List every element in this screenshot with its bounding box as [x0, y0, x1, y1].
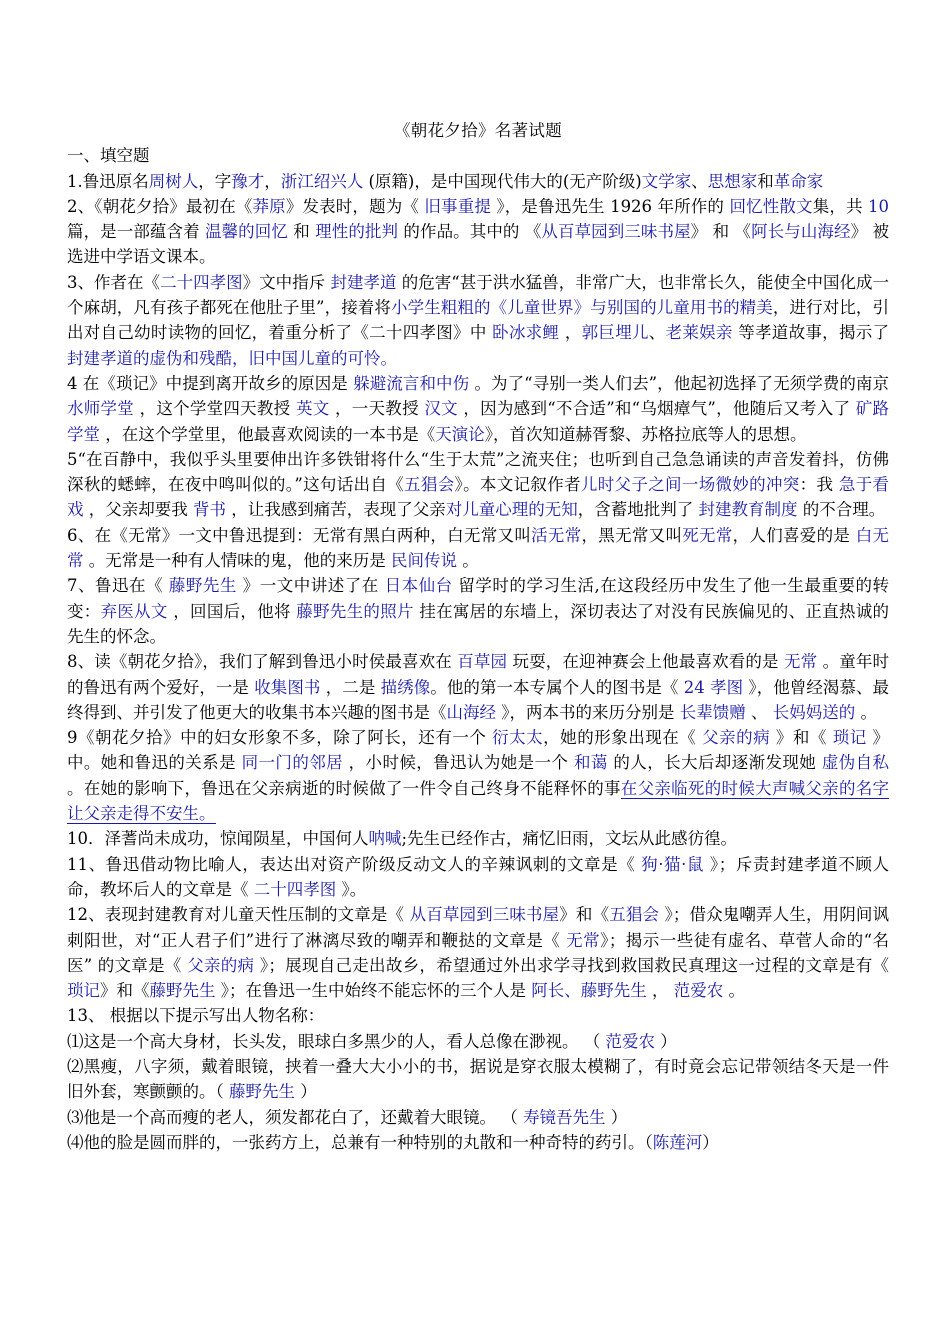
question-text: ，进行对比，引出对自己幼时读物的回忆，着重分析了《二十四孝图》中 [67, 298, 890, 343]
question-text: ⑴这是一个高大身材，长头发，眼球白多黑少的人，看人总像在渺视。 （ [67, 1031, 606, 1051]
answer-text: 卧冰求鲤 [492, 323, 560, 343]
answer-text: 从百草园到三味书屋 [409, 905, 560, 925]
document-page [67, 118, 889, 1155]
answer-text: 革命家 [773, 171, 824, 191]
question-text: ：我 [799, 475, 839, 495]
question-text: 、 [648, 323, 666, 343]
question-text: 2、《朝花夕拾》最初在《 [67, 196, 253, 216]
answer-text: 在父亲临死的时候大声喊父亲的名字让父亲走得不安生。 [67, 778, 889, 824]
answer-text: 弃医从文 [100, 601, 168, 621]
question-text: ，在这个学堂里，他最喜欢阅读的一本书是《 [100, 424, 436, 444]
question-text: ⑶他是一个高而瘦的老人，须发都花白了，还戴着大眼镜。 （ [67, 1107, 523, 1127]
question-text: 6、在《无常》一文中鲁迅提到：无常有黑白两种，白无常又叫 [67, 525, 532, 545]
answer-text: 长辈馈赠 [679, 702, 746, 722]
question-text: 等孝道故事，揭示了 [732, 323, 890, 343]
question-text: 和 [287, 222, 316, 242]
answer-text: 温馨的回忆 [205, 222, 288, 242]
answer-text: 父亲的病 [187, 955, 255, 975]
answer-text: 长妈妈送的 [772, 702, 856, 722]
answer-text: 阿长与山海经 [751, 222, 851, 242]
question-text: 。 [457, 551, 479, 571]
answer-text: 矿路学堂 [67, 399, 890, 444]
question-text: 玩耍，在迎神赛会上他最喜欢看的是 [507, 652, 784, 672]
answer-text: 民间传说 [391, 551, 457, 571]
section-heading: 一、填空题 [67, 146, 150, 166]
question-text: ，她的形象出现在《 [543, 728, 703, 748]
question-9 [67, 725, 889, 826]
answer-text: 急于看戏 [67, 475, 890, 520]
question-text: ，让我感到痛苦，表现了父亲 [226, 500, 446, 520]
answer-text: 五猖会 [609, 905, 660, 925]
answer-text: 藤野先生 [149, 981, 216, 1001]
answer-text: 封建孝道的虚伪和残酷，旧中国儿童的可怜。 [67, 348, 397, 368]
answer-text: 天演论 [435, 424, 485, 444]
answer-text: 旧事重提 [424, 196, 491, 216]
question-text: ，人们喜爱的是 [732, 525, 856, 545]
answer-text: 日本仙台 [384, 576, 453, 596]
question-text: 》一文中讲述了在 [236, 576, 385, 596]
question-text: 、 [745, 702, 773, 722]
answer-text: 二十四孝图 [253, 879, 337, 899]
question-10 [67, 826, 889, 851]
question-text: 、 [691, 171, 708, 191]
answer-text: 老莱娱亲 [665, 323, 733, 343]
answer-text: 从百草园到三味书屋 [541, 222, 691, 242]
answer-text: 范爱农 [605, 1031, 655, 1051]
question-text: 7、鲁迅在《 [67, 576, 169, 596]
question-text: 的作品。其中的 《 [398, 222, 542, 242]
question-text: ⑵黑瘦，八字须，戴着眼镜，挟着一叠大大小小的书，据说是穿衣服太模糊了，有时竟会忘记带领结冬天是一件旧外套，寒颤颤的。（ [67, 1056, 889, 1102]
question-text: 》；在鲁迅一生中始终不能忘怀的三个人是 [215, 981, 532, 1001]
question-text: 》和《 [770, 728, 833, 748]
question-text: 篇，是一部蕴含着 [67, 222, 205, 242]
question-text: 。 [855, 702, 877, 722]
answer-text: 小学生粗粗的《儿童世界》与别国的儿童用书的精美 [391, 298, 773, 318]
question-text: 留学时的学习生活,在这段经历中发生了他一生最重要的转变： [67, 576, 889, 621]
answer-text: 封建教育制度 [698, 500, 798, 520]
question-text: 的人，长大后却逐渐发现她 [607, 753, 822, 773]
answer-text: 寿镜吾先生 [523, 1107, 606, 1127]
answer-text: 豫才 [231, 171, 265, 191]
question-text: ，字 [198, 171, 232, 191]
question-11 [67, 852, 889, 903]
question-text: ，这个学堂四天教授 [134, 399, 296, 419]
answer-text: 郭巨埋儿 [581, 323, 649, 343]
question-8 [67, 649, 889, 725]
answer-text: 呐喊 [368, 829, 402, 849]
answer-text: 浙江绍兴人 [280, 171, 364, 191]
question-text: ） [655, 1031, 677, 1051]
question-text: 挂在寓居的东墙上，深切表达了对没有民族偏见的、正直热诚的先生的怀念。 [67, 601, 890, 646]
question-text: ） [702, 1132, 719, 1152]
question-4 [67, 371, 889, 447]
question-text: 。童年时的鲁迅有两个爱好，一是 [67, 652, 889, 697]
question-text: ，含蓄地批判了 [577, 500, 699, 520]
answer-text: 和蔼 [573, 753, 608, 773]
question-1 [67, 169, 889, 194]
question-text: 》和《 [100, 981, 150, 1001]
question-2 [67, 194, 889, 270]
question-text: 》；借众鬼嘲弄人生，用阴间讽刺阳世，对“正人君子们”进行了淋漓尽致的嘲弄和鞭挞的文章是《 [67, 905, 889, 950]
question-text: 》，两本书的来历分别是 [496, 702, 680, 722]
answer-text: 五猖会 [404, 475, 455, 495]
question-text: 》中。她和鲁迅的关系是 [67, 728, 890, 773]
document-title: 《朝花夕拾》名著试题 [394, 121, 562, 140]
answer-text: 思想家 [707, 171, 758, 191]
answer-text: 描绣像 [380, 677, 431, 697]
question-text: 的不合理。 [797, 500, 886, 520]
answer-text: 封建孝道 [330, 272, 397, 292]
answer-text: 父亲的病 [702, 728, 771, 748]
question-13-item-1 [67, 1029, 889, 1054]
question-text: 3、作者在《 [67, 272, 161, 292]
answer-text: 阿长、藤野先生 [531, 981, 647, 1001]
answer-text: 藤野先生的照片 [296, 601, 414, 621]
answer-text: 水师学堂 [67, 399, 135, 419]
question-text: 》，他曾经渴慕、最终得到、并引发了他更大的收集书本兴趣的图书是《 [67, 677, 890, 722]
answer-text: 白无常 [67, 525, 890, 571]
answer-text: 10 [868, 196, 890, 216]
answer-text: 24 孝图 [683, 677, 744, 697]
question-7 [67, 573, 889, 649]
question-text: ， [264, 171, 281, 191]
question-text: ， [559, 323, 582, 343]
answer-text: 对儿童心理的无知 [445, 500, 578, 520]
question-text: ，回国后，他将 [167, 601, 297, 621]
answer-text: 莽原 [252, 196, 286, 216]
answer-text: 儿时父子之间一场微妙的冲突 [580, 475, 800, 495]
answer-text: 理性的批判 [315, 222, 399, 242]
answer-text: 狗·猫·鼠 [641, 854, 705, 874]
question-text: ⑷他的脸是圆而胖的，一张药方上，总兼有一种特别的丸散和一种奇特的药引。（ [67, 1132, 653, 1152]
question-text: 8、读《朝花夕拾》，我们了解到鲁迅小时侯最喜欢在 [67, 652, 458, 672]
question-text: 。他的第一本专属个人的图书是《 [430, 677, 684, 697]
answer-text: 汉文 [424, 399, 458, 419]
answer-text: 活无常 [531, 525, 582, 545]
question-text: 》。 [336, 879, 367, 899]
question-text: 11、鲁迅借动物比喻人，表达出对资产阶级反动文人的辛辣讽刺的文章是《 [67, 854, 642, 874]
question-text: ，父亲却要我 [83, 500, 193, 520]
question-13-item-4 [67, 1130, 889, 1155]
question-text: ;先生已经作古，痛忆旧雨，文坛从此感彷徨。 [401, 829, 738, 849]
answer-text: 藤野先生 [229, 1082, 295, 1102]
question-3 [67, 270, 889, 371]
question-text: 》文中指斥 [242, 272, 331, 292]
answer-text: 同一门的邻居 [241, 753, 344, 773]
question-6 [67, 523, 889, 574]
question-13-item-2 [67, 1054, 889, 1105]
question-text: 》，首次知道赫胥黎、苏格拉底等人的思想。 [484, 424, 807, 444]
question-text: 。在她的影响下，鲁迅在父亲病逝的时候做了一件令自己终身不能释怀的事 [67, 778, 621, 798]
question-text: 》；揭示一些徒有虚名、草菅人命的“名医” 的文章是《 [67, 930, 890, 975]
question-text: 5“在百静中，我似乎头里要伸出许多铁钳将什么“生于太荒”之流夹住；也听到自己急急诵读的声音发着抖，仿佛深秋的蟋蟀，在夜中鸣叫似的。”这句话出自《 [67, 449, 889, 495]
question-text: 。为了“寻别一类人们去”，他起初选择了无须学费的南京 [469, 373, 889, 393]
question-text: ，因为感到“不合适”和“乌烟瘴气”，他随后又考入了 [457, 399, 856, 419]
question-text: ，小时候，鲁迅认为她是一个 [343, 753, 574, 773]
answer-text: 范爱农 [673, 981, 724, 1001]
question-text: (原籍)，是中国现代伟大的(无产阶级) [363, 171, 642, 191]
question-13-heading: 13、 根据以下提示写出人物名称： [67, 1006, 325, 1026]
answer-text: 死无常 [682, 525, 733, 545]
answer-text: 陈莲河 [652, 1132, 703, 1152]
question-text: 》发表时，题为《 [285, 196, 425, 216]
question-text: ） [295, 1082, 317, 1102]
question-text: 》 被选进中学语文课本。 [67, 222, 890, 267]
question-text: 和 [757, 171, 774, 191]
question-text: 》；斥责封建孝道不顾人命，教坏后人的文章是《 [67, 854, 889, 899]
question-text: ，一天教授 [329, 399, 425, 419]
answer-text: 收集图书 [254, 677, 321, 697]
question-text: 的危害“甚于洪水猛兽，非常广大，也非常长久，能使全中国化成一个麻胡，凡有孩子都死在他肚子里”，接着将 [67, 272, 890, 318]
answer-text: 衍太太 [492, 728, 544, 748]
question-text: 1.鲁迅原名 [67, 171, 149, 191]
question-13-item-3 [67, 1105, 889, 1130]
answer-text: 百草园 [457, 652, 508, 672]
answer-text: 文学家 [641, 171, 692, 191]
answer-text: 周树人 [148, 171, 199, 191]
answer-text: 英文 [295, 399, 330, 419]
question-text: 》和《 [559, 905, 610, 925]
answer-text: 琐记 [67, 981, 100, 1001]
question-text: 9《朝花夕拾》中的妇女形象不多，除了阿长，还有一个 [67, 728, 493, 748]
answer-text: 藤野先生 [168, 576, 237, 596]
question-text: 4 在《琐记》中提到离开故乡的原因是 [67, 373, 354, 393]
answer-text: 背书 [193, 500, 226, 520]
question-text: 》。本文记叙作者 [454, 475, 581, 495]
answer-text: 躲避流言和中伤 [353, 373, 470, 393]
question-text: ， [646, 981, 674, 1001]
answer-text: 山海经 [446, 702, 496, 722]
question-text: 。 [723, 981, 745, 1001]
answer-text: 琐记 [832, 728, 867, 748]
answer-text: 无常 [783, 652, 818, 672]
question-text: 。无常是一种有人情味的鬼，他的来历是 [83, 551, 391, 571]
answer-text: 虚伪自私 [821, 753, 890, 773]
question-text: 》，是鲁迅先生 1926 年所作的 [491, 196, 730, 216]
question-text: 》；展现自己走出故乡，希望通过外出求学寻找到救国救民真理这一过程的文章是有《 [254, 955, 889, 975]
question-text: 》 和 《 [690, 222, 752, 242]
question-text: ，二是 [320, 677, 381, 697]
answer-text: 无常 [566, 930, 601, 950]
question-5 [67, 447, 889, 523]
question-12 [67, 902, 889, 1003]
answer-text: 回忆性散文 [729, 196, 813, 216]
question-text: ，黑无常又叫 [581, 525, 683, 545]
answer-text: 二十四孝图 [160, 272, 243, 292]
question-text: 10．泽蓍尚未成功，惊闻陨星，中国何人 [67, 829, 369, 849]
question-text: 集，共 [812, 196, 869, 216]
question-text: ） [605, 1107, 628, 1127]
question-text: 12、表现封建教育对儿童天性压制的文章是《 [67, 905, 410, 925]
